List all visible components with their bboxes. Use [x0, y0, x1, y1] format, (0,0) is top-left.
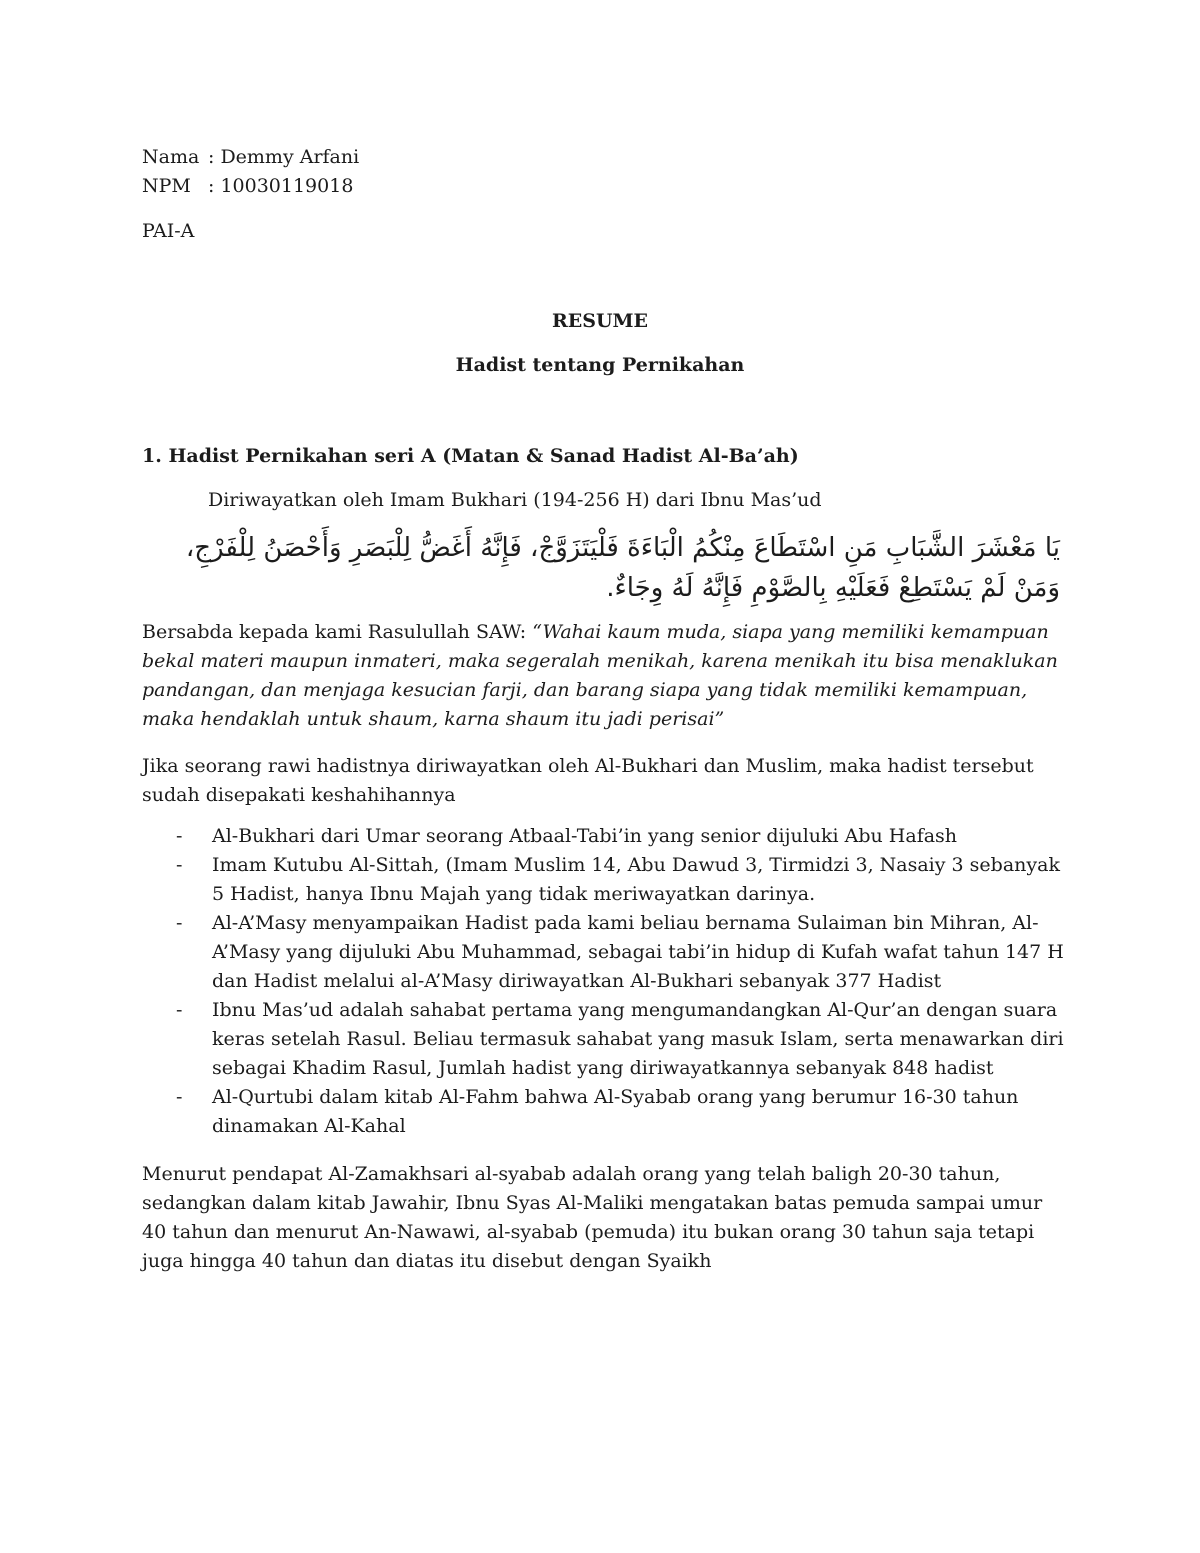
- document-subtitle: Hadist tentang Pernikahan: [455, 354, 745, 376]
- bullet-marker: -: [176, 1086, 183, 1108]
- list-item: - Al-A’Masy menyampaikan Hadist pada kami beliau bernama Sulaiman bin Mihran, Al-A’Masy yang dijuluki Abu Muhammad, sebagai tabi’in hidup di Kufah wafat tahun 147 H dan Hadist melalui al-A’Masy diriwayatkan Al-Bukhari sebanyak 377 Hadist: [142, 909, 1072, 996]
- translation-quote: “Wahai kaum muda, siapa yang memiliki kemampuan bekal materi maupun inmateri, maka segeralah menikah, karena menikah itu bisa menaklukan pandangan, dan menjaga kesucian farji, dan barang siapa yang tidak memiliki kemampuan, maka hendaklah untuk shaum, karna shaum itu jadi perisai”: [142, 621, 1058, 730]
- note-paragraph: Jika seorang rawi hadistnya diriwayatkan oleh Al-Bukhari dan Muslim, maka hadist tersebut sudah disepakati keshahihannya: [142, 755, 1034, 806]
- translation-paragraph: [142, 618, 1072, 734]
- bullet-marker: -: [176, 854, 183, 876]
- narration-line: Diriwayatkan oleh Imam Bukhari (194-256 H) dari Ibnu Mas’ud: [208, 489, 822, 511]
- npm-value: : 10030119018: [208, 175, 354, 197]
- section-heading: 1. Hadist Pernikahan seri A (Matan & Sanad Hadist Al-Ba’ah): [142, 445, 799, 467]
- nama-label: Nama: [142, 146, 200, 168]
- arabic-hadith-text: يَا مَعْشَرَ الشَّبَابِ مَنِ اسْتَطَاعَ مِنْكُمُ الْبَاءَةَ فَلْيَتَزَوَّجْ، فَإِنَّهُ أَغَضُّ لِلْبَصَرِ وَأَحْصَنُ لِلْفَرْجِ، وَمَنْ لَمْ يَسْتَطِعْ فَعَلَيْهِ بِالصَّوْمِ فَإِنَّهُ لَهُ وِجَاءٌ.: [185, 533, 1060, 603]
- class-label: PAI-A: [142, 220, 195, 242]
- npm-label: NPM: [142, 175, 191, 197]
- list-item: - Al-Qurtubi dalam kitab Al-Fahm bahwa Al-Syabab orang yang berumur 16-30 tahun dinamakan Al-Kahal: [142, 1083, 1072, 1141]
- list-item: - Ibnu Mas’ud adalah sahabat pertama yang mengumandangkan Al-Qur’an dengan suara keras setelah Rasul. Beliau termasuk sahabat yang masuk Islam, serta menawarkan diri sebagai Khadim Rasul, Jumlah hadist yang diriwayatkannya sebanyak 848 hadist: [142, 996, 1072, 1083]
- list-item: - Imam Kutubu Al-Sittah, (Imam Muslim 14, Abu Dawud 3, Tirmidzi 3, Nasaiy 3 sebanyak 5 Hadist, hanya Ibnu Majah yang tidak meriwayatkan darinya.: [142, 851, 1072, 909]
- document-title: RESUME: [551, 310, 649, 332]
- bullet-marker: -: [176, 825, 183, 847]
- translation-intro: Bersabda kepada kami Rasulullah SAW:: [142, 621, 533, 643]
- closing-paragraph: Menurut pendapat Al-Zamakhsari al-syabab adalah orang yang telah baligh 20-30 tahun, sedangkan dalam kitab Jawahir, Ibnu Syas Al-Maliki mengatakan batas pemuda sampai umur 40 tahun dan menurut An-Nawawi, al-syabab (pemuda) itu bukan orang 30 tahun saja tetapi juga hingga 40 tahun dan diatas itu disebut dengan Syaikh: [142, 1163, 1043, 1272]
- bullet-list: [142, 822, 1072, 1141]
- list-item: - Al-Bukhari dari Umar seorang Atbaal-Tabi’in yang senior dijuluki Abu Hafash: [142, 822, 1072, 851]
- nama-value: : Demmy Arfani: [208, 146, 360, 168]
- bullet-marker: -: [176, 912, 183, 934]
- bullet-marker: -: [176, 999, 183, 1021]
